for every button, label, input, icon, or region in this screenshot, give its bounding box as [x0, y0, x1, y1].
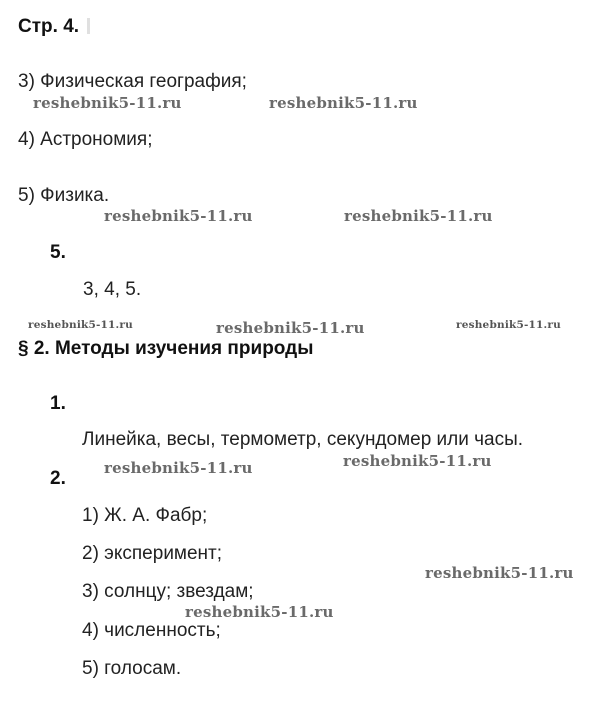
watermark: reshebnik5-11.ru	[104, 207, 253, 225]
answer-item-5: 5) голосам.	[82, 658, 182, 679]
watermark: reshebnik5-11.ru	[456, 319, 561, 331]
watermark: reshebnik5-11.ru	[216, 319, 365, 337]
list-item-physical-geography: 3) Физическая география;	[18, 71, 247, 92]
watermark: reshebnik5-11.ru	[28, 319, 133, 331]
watermark: reshebnik5-11.ru	[104, 459, 253, 477]
answer-item-1: 1) Ж. А. Фабр;	[82, 505, 208, 526]
section-title: § 2. Методы изучения природы	[18, 338, 314, 359]
watermark: reshebnik5-11.ru	[33, 94, 182, 112]
answer-item-3: 3) солнцу; звездам;	[82, 581, 254, 602]
watermark: reshebnik5-11.ru	[343, 452, 492, 470]
question-number-1: 1.	[50, 393, 66, 414]
answer-item-4: 4) численность;	[82, 620, 221, 641]
question-number-2: 2.	[50, 468, 66, 489]
watermark: reshebnik5-11.ru	[344, 207, 493, 225]
answer-item-2: 2) эксперимент;	[82, 543, 223, 564]
answer-question-1: Линейка, весы, термометр, секундомер или часы.	[82, 429, 524, 450]
watermark: reshebnik5-11.ru	[269, 94, 418, 112]
question-number-5: 5.	[50, 242, 66, 263]
answer-question-5: 3, 4, 5.	[83, 279, 142, 300]
watermark: reshebnik5-11.ru	[185, 603, 334, 621]
list-item-astronomy: 4) Астрономия;	[18, 129, 153, 150]
text-cursor-mark	[87, 18, 90, 34]
watermark: reshebnik5-11.ru	[425, 564, 574, 582]
page-title: Стр. 4.	[18, 16, 90, 38]
list-item-physics: 5) Физика.	[18, 185, 110, 206]
